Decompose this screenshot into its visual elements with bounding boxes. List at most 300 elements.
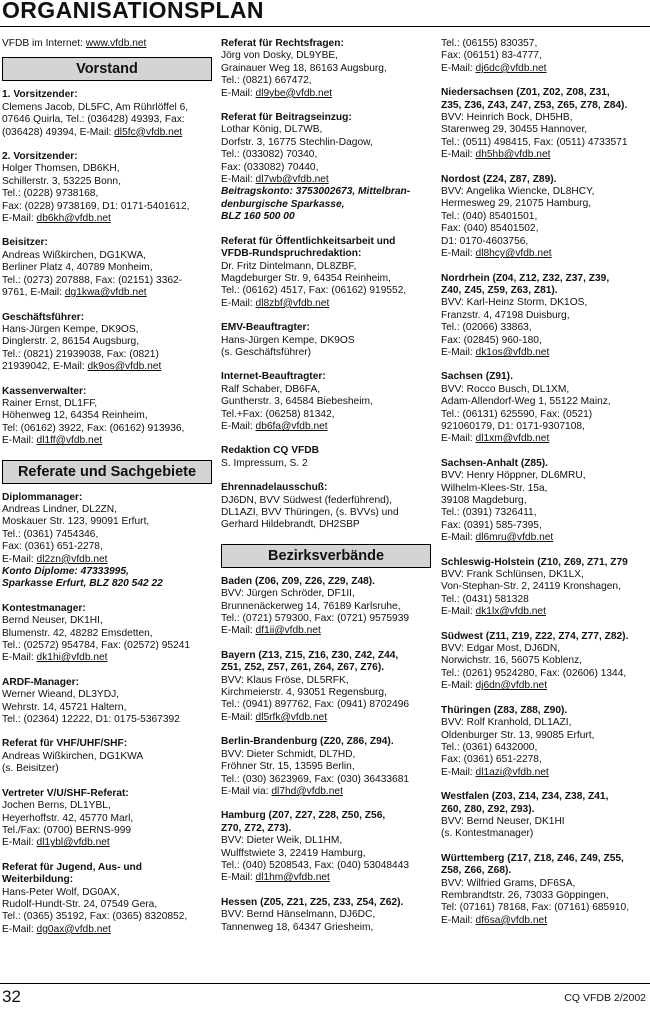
entry [221,810,431,884]
entry-text: Andreas Wißkirchen, DG1KWA [2,750,144,762]
entry-line [221,786,431,798]
entry-line [221,124,431,136]
entry-line [2,127,212,139]
entry-line [221,137,431,149]
entry-line [221,872,431,884]
entry-line [2,628,212,640]
entry-text: Tel.: (0365) 35192, Fax: (0365) 8320852, [2,911,188,923]
entry-line [2,529,212,541]
email-link[interactable]: dl1azi@vfdb.net [475,766,549,778]
entry-text: BVV: Karl-Heinz Storm, DK1OS, [441,297,588,309]
entry-text: Höhenweg 12, 64354 Reinheim, [2,410,148,422]
email-link[interactable]: dl1xm@vfdb.net [475,433,550,445]
entry-text: 07646 Quirla, Tel.: (036428) 49393, Fax: [2,114,185,126]
entry [441,853,650,927]
entry-line [2,541,212,553]
list-col2-b [221,576,431,934]
entry-line [221,149,431,161]
entry-text: Norwichstr. 16, 56075 Koblenz, [441,655,583,667]
entry-line [221,848,431,860]
entry-heading: Z70, Z72, Z73). [221,822,292,834]
entry-text: Tel.: (02364) 12222, D1: 0175-5367392 [2,714,180,726]
entry [221,38,431,100]
entry-text: Blumenstr. 42, 48282 Emsdetten, [2,627,153,639]
email-link[interactable]: dg1kwa@vfdb.net [64,287,147,299]
entry-line [441,335,650,347]
bank-account-line: Sparkasse Erfurt, BLZ 820 542 22 [2,578,163,590]
entry [221,576,431,638]
entry-text: Fax: (0361) 651-2278, [2,541,103,553]
entry-line [2,924,212,936]
column-1 [2,38,212,948]
entry-line [441,149,650,161]
entry-text: Guntherstr. 3, 64584 Biebesheim, [221,396,373,408]
entry-text: Jochen Berns, DL1YBL, [2,800,111,812]
entry-line [441,310,650,322]
entry-line [221,860,431,872]
email-link[interactable]: dk1lx@vfdb.net [475,606,546,618]
entry-text: Dinglerstr. 2, 86154 Augsburg, [2,336,140,348]
entry-line [2,702,212,714]
entry-heading: 2. Vorsitzender: [2,151,78,163]
entry-text: Dorfstr. 3, 16775 Stechlin-Dagow, [221,136,373,148]
entry-text: Tel.: (06155) 830357, [441,38,538,49]
entry-text: Dr. Fritz Dintelmann, DL8ZBF, [221,260,357,272]
entry-line [441,754,650,766]
entry-text: Tannenweg 18, 64347 Griesheim, [221,921,374,933]
email-link[interactable]: dl6mru@vfdb.net [475,532,554,544]
entry-line [441,890,650,902]
entry-line [221,625,431,637]
entry-line [441,668,650,680]
entry-text: Tel: (07161) 78168, Fax: (07161) 685910, [441,902,630,914]
email-link[interactable]: dl5fc@vfdb.net [114,126,183,138]
entry-text: BVV: Jürgen Schröder, DF1II, [221,588,355,600]
entry-line [2,800,212,812]
email-link[interactable]: dl7wb@vfdb.net [255,174,329,186]
entry-line [441,878,650,890]
entry-text: E-Mail: [221,174,256,186]
entry-text: E-Mail: [2,553,37,565]
email-link[interactable]: dk1os@vfdb.net [475,346,550,358]
entry [221,897,431,934]
entry-line [2,813,212,825]
entry-line [221,922,431,934]
entry-text: Jörg von Dosky, DL9YBE, [221,50,339,62]
entry-line [2,837,212,849]
page-number: 32 [2,987,21,1006]
entry-text: 21939042, E-Mail: [2,361,88,373]
entry-line [221,495,431,507]
entry [2,386,212,448]
entry-line [2,398,212,410]
entry-text: E-Mail: [221,420,256,432]
entry-text: Tel: (06162) 3922, Fax: (06162) 913936, [2,422,185,434]
entry-line [2,640,212,652]
entry-heading: ARDF-Manager: [2,676,79,688]
entry-text: E-Mail: [2,923,37,935]
entry-heading: Schleswig-Holstein (Z10, Z69, Z71, Z79 [441,556,628,568]
entry-text: E-Mail: [441,248,476,260]
entry-line [221,601,431,613]
email-link[interactable]: dl5rfk@vfdb.net [255,711,328,723]
entry-text: E-Mail: [441,62,476,74]
entry-line [2,554,212,566]
entry-line [2,163,212,175]
entry-heading: Beisitzer: [2,237,48,249]
entry-text: BVV: Dieter Schmidt, DL7HD, [221,748,356,760]
entry-heading: Z40, Z45, Z59, Z63, Z81). [441,284,558,296]
entry-line [441,384,650,396]
email-link[interactable]: dg0ax@vfdb.net [36,923,111,935]
entry-line [441,717,650,729]
entry-text: BVV: Rolf Kranhold, DL1AZI, [441,717,572,729]
entry-text: BVV: Heinrich Bock, DH5HB, [441,112,573,124]
entry-heading: Z35, Z36, Z43, Z47, Z53, Z65, Z78, Z84). [441,99,628,111]
entry-line [441,483,650,495]
entry-line [441,767,650,779]
entry-line [441,520,650,532]
top-rule [0,26,650,27]
email-link[interactable]: db6kh@vfdb.net [36,213,111,225]
entry [441,705,650,779]
entry-text: Fax: (06151) 83-4777, [441,50,542,62]
entry-text: 39108 Magdeburg, [441,495,527,506]
entry-line [221,273,431,285]
entry-heading: Westfalen (Z03, Z14, Z34, Z38, Z41, [441,791,609,803]
entry [221,371,431,433]
entry-line [221,162,431,174]
entry-line [441,915,650,927]
entry-line [221,285,431,297]
page-title: ORGANISATIONSPLAN [2,0,264,23]
entry-line [2,615,212,627]
entry-line [441,223,650,235]
entry-text: BVV: Wilfried Grams, DF6SA, [441,877,576,889]
entry-text: Tel.: (0721) 579300, Fax: (0721) 9575939 [221,613,410,625]
entry-text: Oldenburger Str. 13, 99085 Erfurt, [441,729,595,741]
bank-account-line: Konto Diplome: 47333995, [2,566,129,577]
entry-text: BVV: Rocco Busch, DL1XM, [441,383,570,395]
entry-text: Magdeburger Str. 9, 64354 Reinheim, [221,272,391,284]
entry-text: Grainauer Weg 18, 86163 Augsburg, [221,62,387,74]
entry-text: Schillerstr. 3, 53225 Bonn, [2,175,121,187]
list-col3 [441,38,650,927]
entry-text: (s. Geschäftsführer) [221,346,312,358]
entry-line [441,322,650,334]
entry-line [441,433,650,445]
entry [441,38,650,75]
email-link[interactable]: dl8hcy@vfdb.net [475,248,552,260]
entry-heading: Z51, Z52, Z57, Z61, Z64, Z67, Z76). [221,662,385,674]
entry-line [221,174,431,186]
entry-text: Fröhner Str. 15, 13595 Berlin, [221,761,355,773]
entry-line [221,761,431,773]
entry-text: Tel.: (0391) 7326411, [441,507,537,519]
entry-text: Tel.: (0821) 21939038, Fax: (0821) [2,348,159,360]
entry [2,89,212,139]
entry-text: (s. Beisitzer) [2,763,59,775]
website-link[interactable]: www.vfdb.net [85,38,147,49]
entry-text: Hans-Jürgen Kempe, DK9OS, [2,323,139,335]
intro-line [2,38,212,50]
entry-line [221,507,431,519]
entry-heading: Z58, Z66, Z68). [441,865,512,877]
entry-text: Hans-Jürgen Kempe, DK9OS [221,334,355,346]
entry-line [441,248,650,260]
entry-text: Hans-Peter Wolf, DG0AX, [2,886,120,898]
entry [441,631,650,693]
entry-line [221,712,431,724]
entry-text: Tel.: (0941) 897762, Fax: (0941) 8702496 [221,699,410,711]
entry-line [221,613,431,625]
email-link[interactable]: dk9os@vfdb.net [87,361,162,373]
entry-heading: Kassenverwalter: [2,385,87,397]
entry-text: 921060179, D1: 0171-9307108, [441,420,585,432]
entry-heading: Sachsen-Anhalt (Z85). [441,457,548,469]
entry-line [441,50,650,62]
entry-line [221,749,431,761]
entry-text: Holger Thomsen, DB6KH, [2,163,120,175]
entry-line [2,516,212,528]
entry-line [221,458,431,470]
entry-text: Rainer Ernst, DL1FF, [2,397,98,409]
entry-text: Brunnenäckerweg 14, 76189 Karlsruhe, [221,600,401,612]
entry-text: Tel.: (02572) 954784, Fax: (02572) 95241 [2,640,191,652]
entry-text: Tel.: (0431) 581328 [441,593,529,605]
entry-text: 9761, E-Mail: [2,287,65,299]
entry-text: E-Mail: [441,532,476,544]
entry-text: Tel./Fax: (0700) BERNS-999 [2,824,132,836]
entry-line [221,409,431,421]
column-3 [441,38,650,939]
email-link[interactable]: dl8zbf@vfdb.net [255,297,330,309]
entry-line [221,50,431,62]
entry-line [221,687,431,699]
email-link[interactable]: db6fa@vfdb.net [255,420,328,432]
entry-heading: Referat für Öffentlichkeitsarbeit und [221,235,396,247]
entry-line [441,421,650,433]
entry-text: E-Mail: [441,680,476,692]
entry-heading: Redaktion CQ VFDB [221,445,319,457]
entry-text: E-Mail: [2,213,37,225]
entry-line [221,335,431,347]
entry-line [2,349,212,361]
entry-text: Tel.: (06131) 625590, Fax: (0521) [441,408,593,420]
entry-text: Andreas Lindner, DL2ZN, [2,503,117,515]
entry-text: Franzstr. 4, 47198 Duisburg, [441,309,570,321]
entry-line [2,899,212,911]
entry-text: Adam-Allendorf-Weg 1, 55122 Mainz, [441,396,611,408]
entry-line [441,409,650,421]
entry [2,738,212,775]
entry-heading: Südwest (Z11, Z19, Z22, Z74, Z77, Z82). [441,630,629,642]
entry-line [2,504,212,516]
entry-line [221,347,431,359]
entry-line [2,287,212,299]
entry-heading: Weiterbildung: [2,874,74,886]
entry-text: Von-Stephan-Str. 2, 24119 Kronshagen, [441,581,621,593]
entry-heading: Kontestmanager: [2,602,86,614]
entry-text: Tel.: (033082) 70340, [221,149,318,161]
email-link[interactable]: dl1ff@vfdb.net [36,435,103,447]
entry-line [221,384,431,396]
entry-text: E-Mail: [221,297,256,309]
entry-line [2,213,212,225]
list-col1-b [2,492,212,937]
entry-text: Fax: (0361) 651-2278, [441,754,542,766]
entry-heading: Niedersachsen (Z01, Z02, Z08, Z31, [441,87,610,99]
entry-heading: Referat für Beitragseinzug: [221,112,352,124]
entry-line [2,911,212,923]
entry-heading: Sachsen (Z91). [441,371,513,383]
entry [221,482,431,532]
entry-heading: Vertreter V/U/SHF-Referat: [2,787,129,799]
email-link[interactable]: dj6dn@vfdb.net [475,680,548,692]
entry [441,273,650,360]
entry-line [221,421,431,433]
email-link[interactable]: dj6dc@vfdb.net [475,62,547,74]
entry-line [2,336,212,348]
entry-text: E-Mail: [441,149,476,161]
list-col2-a [221,38,431,532]
email-link[interactable]: dh5hb@vfdb.net [475,149,551,161]
entry-text: Tel.: (06162) 4517, Fax: (06162) 919552, [221,285,407,297]
email-link[interactable]: dl7hd@vfdb.net [271,785,343,797]
entry [2,788,212,850]
entry-heading: Diplommanager: [2,491,83,503]
entry-line [2,102,212,114]
entry-text: Kirchmeierstr. 4, 93051 Regensburg, [221,687,387,699]
entry-line [441,396,650,408]
entry-line [2,201,212,213]
entry-text: Werner Wieand, DL3YDJ, [2,689,120,701]
entry-text: Wilhelm-Klees-Str. 15a, [441,482,548,494]
entry-text: BVV: Frank Schlünsen, DK1LX, [441,569,584,581]
column-2 [221,38,431,946]
entry-line [441,569,650,581]
entry [441,458,650,545]
entry-text: E-Mail: [2,435,37,447]
entry-text: E-Mail: [2,837,37,849]
entry-heading: Referat für VHF/UHF/SHF: [2,738,128,750]
entry-line [2,435,212,447]
entry-heading: Hamburg (Z07, Z27, Z28, Z50, Z56, [221,810,386,822]
entry-line [221,835,431,847]
entry-text: Fax: (033082) 70440, [221,161,319,173]
entry-line [2,751,212,763]
entry-line [441,594,650,606]
entry-line [221,63,431,75]
entry-text: Rembrandtstr. 26, 73033 Göppingen, [441,889,609,901]
entry-line [441,507,650,519]
entry-text: Fax: (0228) 9738169, D1: 0171-5401612, [2,200,190,212]
entry-heading: 1. Vorsitzender: [2,89,78,101]
entry-heading: Nordost (Z24, Z87, Z89). [441,173,557,185]
entry-text: Rudolf-Hundt-Str. 24, 07549 Gera, [2,898,158,910]
bank-account-line: BLZ 160 500 00 [221,211,295,223]
entry-text: E-Mail: [221,87,256,99]
entry-heading: Z60, Z80, Z92, Z93). [441,803,535,815]
entry-text: BVV: Dieter Weik, DL1HM, [221,835,343,847]
entry-line [441,236,650,248]
entry [221,322,431,359]
email-link[interactable]: dk1hi@vfdb.net [36,652,108,664]
entry-line [441,495,650,507]
email-link[interactable]: df6sa@vfdb.net [475,914,548,926]
entry-text: Tel.: (0361) 7454346, [2,528,99,540]
email-link[interactable]: dl9ybe@vfdb.net [255,87,333,99]
entry-line [441,816,650,828]
entry-text: Fax: (040) 85401502, [441,223,539,235]
entry-line [2,714,212,726]
entry-text: E-Mail: [441,433,476,445]
entry-heading: EMV-Beauftragter: [221,322,310,334]
entry-text: BVV: Angelika Wiencke, DL8HCY, [441,186,595,198]
section-header-bezirk: Bezirksverbände [221,544,431,568]
entry-text: DL1AZI, BVV Thüringen, (s. BVVs) und [221,507,399,518]
entry-line [2,689,212,701]
entry-line [441,680,650,692]
entry-text: Bernd Neuser, DK1HI, [2,615,103,627]
entry-text: Clemens Jacob, DL5FC, Am Rührlöffel 6, [2,101,189,113]
email-link[interactable]: dl1ybl@vfdb.net [36,837,110,849]
entry-line [2,176,212,188]
entry-heading: Hessen (Z05, Z21, Z25, Z33, Z54, Z62). [221,896,404,908]
entry-text: E-Mail: [441,346,476,358]
entry-text: BVV: Edgar Most, DJ6DN, [441,643,561,655]
entry-heading: Thüringen (Z83, Z88, Z90). [441,704,568,716]
entry-text: E-Mail: [221,711,256,723]
entry-line [2,262,212,274]
entry-line [221,774,431,786]
entry-text: (s. Kontestmanager) [441,828,534,840]
entry-text: Tel.: (0273) 207888, Fax: (02151) 3362- [2,274,183,286]
entry-text: Lothar König, DL7WB, [221,124,323,136]
entry [221,736,431,798]
entry-text: Starenweg 29, 30455 Hannover, [441,124,588,136]
bank-account-line: denburgische Sparkasse, [221,198,345,210]
email-link[interactable]: dl2zn@vfdb.net [36,553,108,565]
entry-text: Tel.: (0361) 6432000, [441,741,538,753]
entry-text: Fax: (0391) 585-7395, [441,519,542,531]
entry-line [441,902,650,914]
entry-line [2,825,212,837]
entry-line [441,137,650,149]
entry-text: Tel.: (0511) 498415, Fax: (0511) 4733571 [441,136,628,148]
entry-text: E-Mail: [221,625,256,637]
email-link[interactable]: df1ii@vfdb.net [255,625,321,637]
entry-line [441,581,650,593]
entry-text: E-Mail: [441,766,476,778]
entry-line [441,828,650,840]
entry [2,151,212,225]
entry-line [2,275,212,287]
entry-line [441,532,650,544]
entry-line [221,396,431,408]
entry-text: Heyerhoffstr. 42, 45770 Marl, [2,812,134,824]
email-link[interactable]: dl1hm@vfdb.net [255,872,330,884]
entry-line [221,519,431,531]
entry-line [441,297,650,309]
entry-line [441,730,650,742]
entry-text: Moskauer Str. 123, 99091 Erfurt, [2,516,150,528]
entry-heading: Bayern (Z13, Z15, Z16, Z30, Z42, Z44, [221,649,399,661]
entry-text: Wehrstr. 14, 45721 Haltern, [2,701,127,713]
bottom-rule [0,983,650,984]
intro-text: VFDB im Internet: [2,38,86,49]
entry [441,791,650,841]
